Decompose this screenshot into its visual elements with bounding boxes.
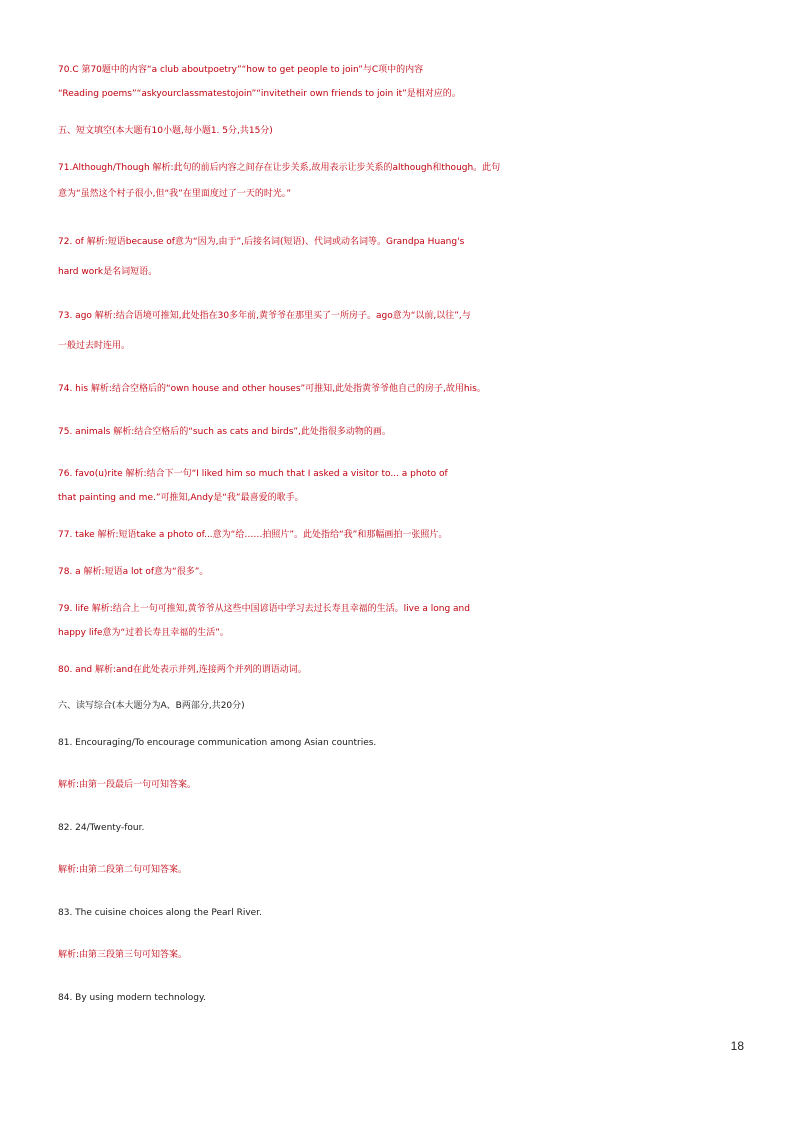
answer-73-line-2: 一般过去时连用。 bbox=[58, 341, 131, 351]
answer-72-line-1: 72. of 解析:短语because of意为“因为,由于”,后接名词(短语)、代词或动名词等。Grandpa Huang's bbox=[58, 237, 465, 247]
answer-84: 84. By using modern technology. bbox=[58, 993, 206, 1003]
answer-80: 80. and 解析:and在此处表示并列,连接两个并列的谓语动词。 bbox=[58, 665, 307, 675]
answer-76-line-2: that painting and me.”可推知,Andy是“我”最喜爱的歌手。 bbox=[58, 493, 304, 503]
answer-70-line-2: “Reading poems”“askyourclassmatestojoin”“invitetheir own friends to join it”是相对应的。 bbox=[58, 89, 461, 99]
answer-77: 77. take 解析:短语take a photo of...意为“给……拍照片”。此处指给“我”和那幅画拍一张照片。 bbox=[58, 530, 448, 540]
answer-79-line-1: 79. life 解析:结合上一句可推知,黄爷爷从这些中国谚语中学习去过长寿且幸福的生活。live a long and bbox=[58, 604, 470, 614]
answer-81-explanation: 解析:由第一段最后一句可知答案。 bbox=[58, 780, 197, 790]
section-5-title: 五、短文填空(本大题有10小题,每小题1. 5分,共15分) bbox=[58, 126, 273, 136]
answer-71-line-1: 71.Although/Though 解析:此句的前后内容之间存在让步关系,故用表示让步关系的although和though。此句 bbox=[58, 163, 501, 173]
answer-82: 82. 24/Twenty-four. bbox=[58, 823, 145, 833]
answer-71-line-2: 意为“虽然这个村子很小,但“我”在里面度过了一天的时光。” bbox=[58, 189, 292, 199]
answer-72-line-2: hard work是名词短语。 bbox=[58, 267, 158, 277]
answer-82-explanation: 解析:由第二段第二句可知答案。 bbox=[58, 865, 188, 875]
answer-78: 78. a 解析:短语a lot of意为“很多”。 bbox=[58, 567, 209, 577]
answer-83-explanation: 解析:由第三段第三句可知答案。 bbox=[58, 950, 188, 960]
answer-76-line-1: 76. favo(u)rite 解析:结合下一句“I liked him so much that I asked a visitor to... a photo of bbox=[58, 469, 448, 479]
answer-70-line-1: 70.C 第70题中的内容“a club aboutpoetry”“how to get people to join”与C项中的内容 bbox=[58, 65, 424, 75]
answer-73-line-1: 73. ago 解析:结合语境可推知,此处指在30多年前,黄爷爷在那里买了一所房子。ago意为“以前,以往”,与 bbox=[58, 311, 471, 321]
answer-75: 75. animals 解析:结合空格后的“such as cats and birds”,此处指很多动物的画。 bbox=[58, 427, 391, 437]
answer-74: 74. his 解析:结合空格后的“own house and other houses”可推知,此处指黄爷爷他自己的房子,故用his。 bbox=[58, 384, 486, 394]
answer-79-line-2: happy life意为“过着长寿且幸福的生活”。 bbox=[58, 628, 229, 638]
section-6-title: 六、读写综合(本大题分为A、B两部分,共20分) bbox=[58, 701, 245, 711]
answer-83: 83. The cuisine choices along the Pearl River. bbox=[58, 908, 262, 918]
answer-81: 81. Encouraging/To encourage communication among Asian countries. bbox=[58, 738, 377, 748]
page-number: 18 bbox=[730, 1039, 744, 1053]
